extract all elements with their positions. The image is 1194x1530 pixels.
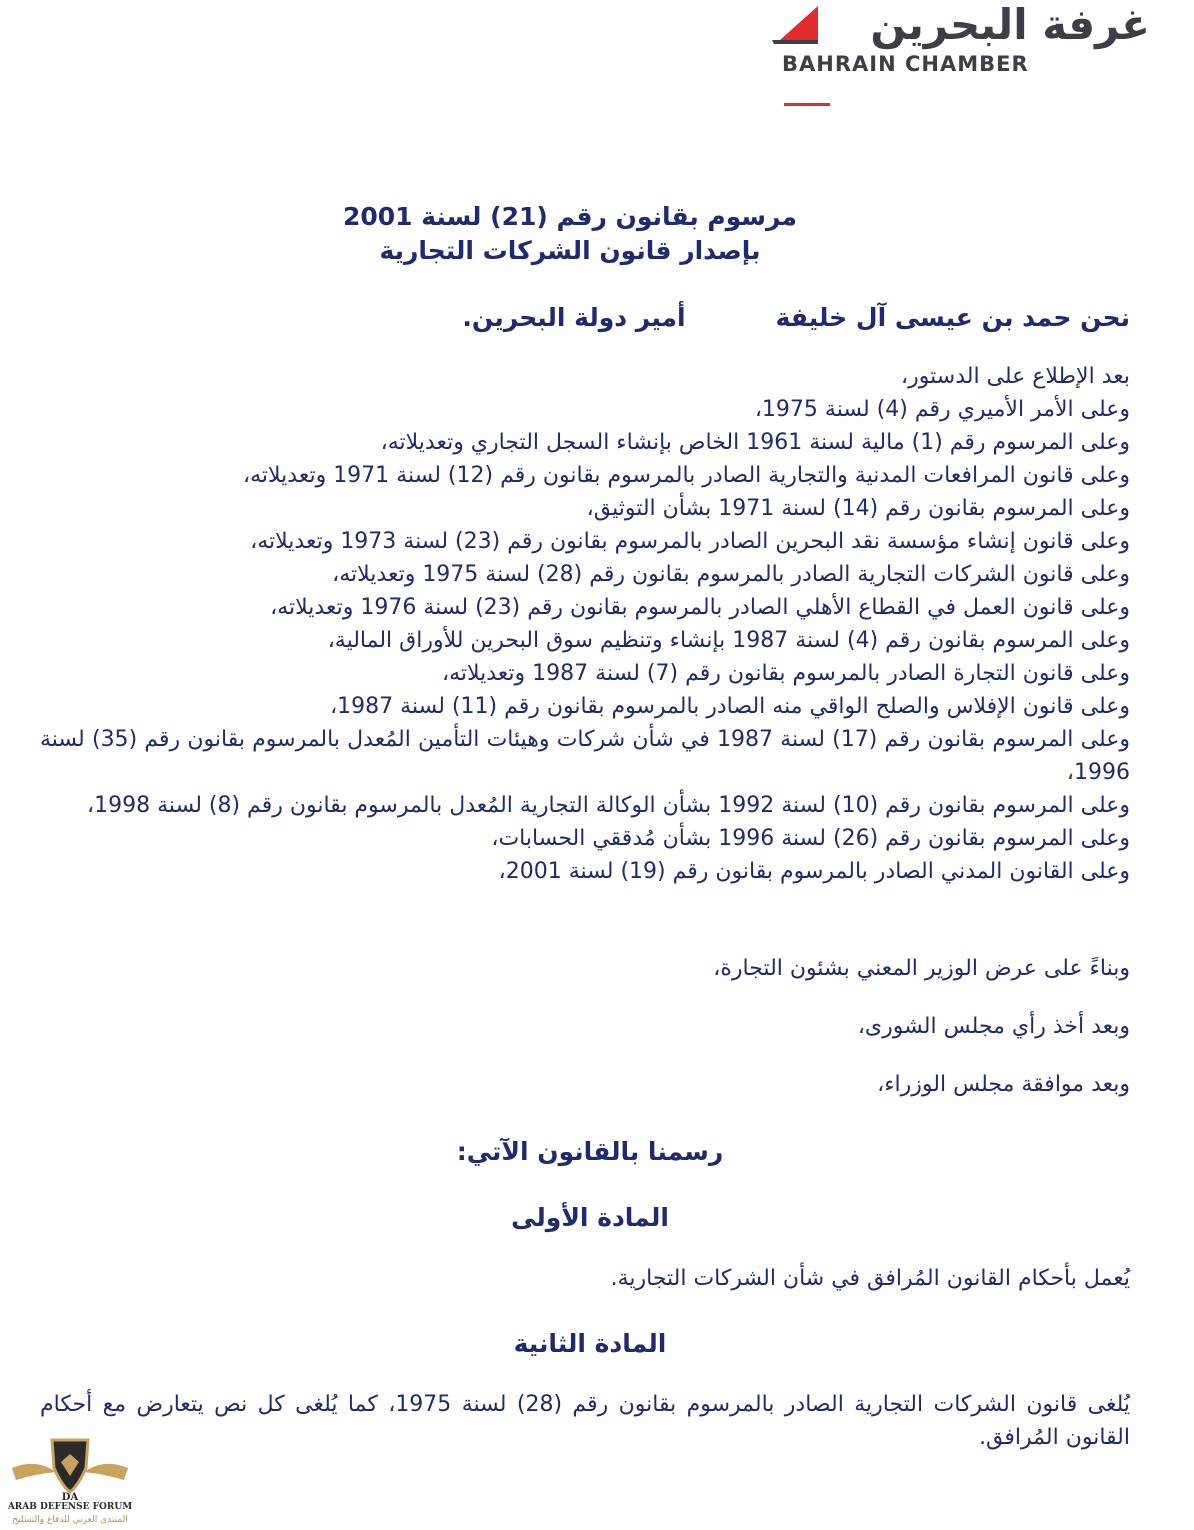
- preamble-title: أمير دولة البحرين.: [462, 303, 686, 332]
- consideration-item: وعلى المرسوم بقانون رقم (10) لسنة 1992 بشأن الوكالة التجارية المُعدل بالمرسوم بقانون رقم (8) لسنة 1998،: [87, 793, 1130, 818]
- consideration-item: وعلى المرسوم رقم (1) مالية لسنة 1961 الخاص بإنشاء السجل التجاري وتعديلاته،: [380, 430, 1130, 455]
- consideration-item: وعلى المرسوم بقانون رقم (14) لسنة 1971 بشأن التوثيق،: [586, 496, 1130, 521]
- bahrain-chamber-logo: [760, 0, 1160, 115]
- consideration-item: وعلى المرسوم بقانون رقم (17) لسنة 1987 في شأن شركات وهيئات التأمين المُعدل بالمرسوم بقانون رقم (35) لسنة 1996،: [40, 727, 1130, 785]
- logo-english-text: BAHRAIN CHAMBER: [782, 52, 1029, 76]
- title-line-1: مرسوم بقانون رقم (21) لسنة 2001: [342, 202, 798, 231]
- preamble-line: [130, 300, 1130, 336]
- forum-watermark: [6, 1428, 136, 1528]
- consideration-item: وعلى المرسوم بقانون رقم (4) لسنة 1987 بإنشاء وتنظيم سوق البحرين للأوراق المالية،: [327, 628, 1130, 653]
- consideration-item: وعلى قانون إنشاء مؤسسة نقد البحرين الصادر بالمرسوم بقانون رقم (23) لسنة 1973 وتعديلاته،: [250, 529, 1130, 554]
- consideration-item: وعلى المرسوم بقانون رقم (26) لسنة 1996 بشأن مُدققي الحسابات،: [491, 826, 1130, 851]
- consideration-item: وعلى قانون التجارة الصادر بالمرسوم بقانون رقم (7) لسنة 1987 وتعديلاته،: [441, 661, 1130, 686]
- article-1-body: يُعمل بأحكام القانون المُرافق في شأن الشركات التجارية.: [610, 1266, 1130, 1291]
- title-line-2: بإصدار قانون الشركات التجارية: [379, 236, 761, 265]
- logo-red-rule: [784, 103, 830, 106]
- consideration-item: وعلى قانون العمل في القطاع الأهلي الصادر بالمرسوم بقانون رقم (23) لسنة 1976 وتعديلاته،: [270, 595, 1130, 620]
- document-title: [250, 200, 890, 268]
- consideration-item: وعلى قانون المرافعات المدنية والتجارية الصادر بالمرسوم بقانون رقم (12) لسنة 1971 وتعديلاته،: [243, 463, 1130, 488]
- svg-text:DA: DA: [61, 1492, 79, 1502]
- watermark-arabic: المنتدى العربي للدفاع والتسليح: [12, 1515, 128, 1525]
- logo-arabic-text: غرفة البحرين: [870, 0, 1150, 49]
- article-1-title: المادة الأولى: [511, 1203, 669, 1232]
- article-2-body: يُلغى قانون الشركات التجارية الصادر بالمرسوم بقانون رقم (28) لسنة 1975، كما يُلغى كل نص يتعارض مع أحكام القانون المُرافق.: [40, 1392, 1130, 1450]
- shura-council-line: وبعد أخذ رأي مجلس الشورى،: [857, 1014, 1130, 1039]
- cabinet-approval-line: وبعد موافقة مجلس الوزراء،: [877, 1072, 1130, 1097]
- consideration-item: وعلى قانون الإفلاس والصلح الواقي منه الصادر بالمرسوم بقانون رقم (11) لسنة 1987،: [330, 694, 1130, 719]
- minister-proposal-line: وبناءً على عرض الوزير المعني بشئون التجارة،: [713, 956, 1130, 981]
- consideration-item: بعد الإطلاع على الدستور،: [901, 364, 1130, 389]
- consideration-item: وعلى القانون المدني الصادر بالمرسوم بقانون رقم (19) لسنة 2001،: [498, 859, 1130, 884]
- shield-wings-icon: [6, 1428, 134, 1502]
- article-2-title: المادة الثانية: [513, 1329, 667, 1358]
- decree-heading: رسمنا بالقانون الآتي:: [456, 1137, 724, 1166]
- considerations-list: [40, 360, 1130, 888]
- consideration-item: وعلى قانون الشركات التجارية الصادر بالمرسوم بقانون رقم (28) لسنة 1975 وتعديلاته،: [332, 562, 1130, 587]
- watermark-english: ARAB DEFENSE FORUM: [7, 1502, 133, 1512]
- preamble-name: نحن حمد بن عيسى آل خليفة: [775, 303, 1130, 332]
- consideration-item: وعلى الأمر الأميري رقم (4) لسنة 1975،: [754, 397, 1130, 422]
